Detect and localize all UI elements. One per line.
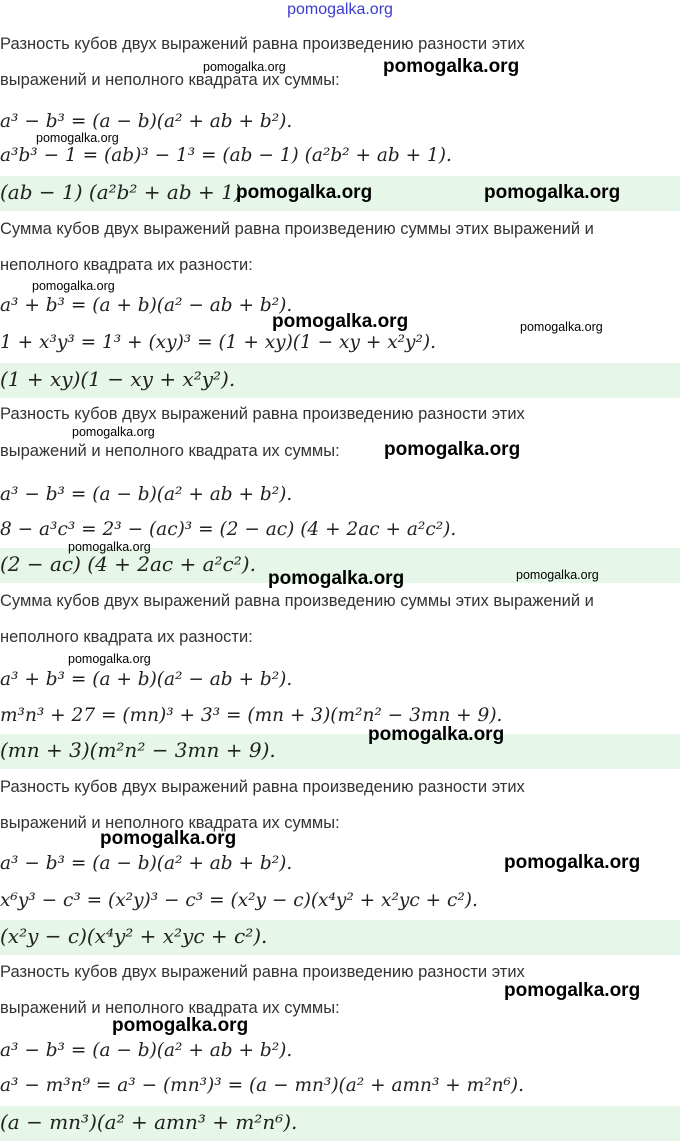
watermark: pomogalka.org [504,852,641,873]
rule-text: выражений и неполного квадрата их суммы: [0,71,340,89]
watermark: pomogalka.org [36,131,119,145]
formula: a³ − b³ = (a − b)(a² + ab + b²). [0,1040,293,1061]
watermark: pomogalka.org [68,652,151,666]
watermark: pomogalka.org [112,1015,249,1036]
watermark: pomogalka.org [516,568,599,582]
watermark: pomogalka.org [484,182,621,203]
answer: (ab − 1) (a²b² + ab + 1) [0,180,242,204]
answer: (2 − ac) (4 + 2ac + a²c²). [0,552,256,576]
watermark: pomogalka.org [100,828,237,849]
solution-step: m³n³ + 27 = (mn)³ + 3³ = (mn + 3)(m²n² − 3mn + 9). [0,705,503,726]
rule-text: Разность кубов двух выражений равна произведению разности этих [0,35,525,53]
answer: (x²y − c)(x⁴y² + x²yc + c²). [0,924,268,948]
rule-text: неполного квадрата их разности: [0,256,253,274]
watermark: pomogalka.org [384,439,521,460]
watermark: pomogalka.org [236,182,373,203]
formula: a³ + b³ = (a + b)(a² − ab + b²). [0,669,293,690]
rule-text: Сумма кубов двух выражений равна произведению суммы этих выражений и [0,220,594,238]
answer: (a − mn³)(a² + amn³ + m²n⁶). [0,1110,298,1134]
watermark: pomogalka.org [272,311,409,332]
rule-text: выражений и неполного квадрата их суммы: [0,814,340,832]
site-title-link[interactable]: pomogalka.org [287,1,393,18]
formula: a³ − b³ = (a − b)(a² + ab + b²). [0,853,293,874]
rule-text: Сумма кубов двух выражений равна произведению суммы этих выражений и [0,592,594,610]
solution-step: 8 − a³c³ = 2³ − (ac)³ = (2 − ac) (4 + 2ac + a²c²). [0,519,457,540]
answer: (mn + 3)(m²n² − 3mn + 9). [0,738,276,762]
rule-text: Разность кубов двух выражений равна произведению разности этих [0,778,525,796]
rule-text: Разность кубов двух выражений равна произведению разности этих [0,405,525,423]
solution-step: x⁶y³ − c³ = (x²y)³ − c³ = (x²y − c)(x⁴y² + x²yc + c²). [0,890,478,911]
watermark: pomogalka.org [383,56,520,77]
watermark: pomogalka.org [72,425,155,439]
answer: (1 + xy)(1 − xy + x²y²). [0,367,236,391]
solution-step: a³b³ − 1 = (ab)³ − 1³ = (ab − 1) (a²b² + ab + 1). [0,145,452,166]
watermark: pomogalka.org [368,724,505,745]
rule-text: выражений и неполного квадрата их суммы: [0,999,340,1017]
rule-text: неполного квадрата их разности: [0,628,253,646]
formula: a³ − b³ = (a − b)(a² + ab + b²). [0,111,293,132]
formula: a³ − b³ = (a − b)(a² + ab + b²). [0,484,293,505]
solution-step: a³ − m³n⁹ = a³ − (mn³)³ = (a − mn³)(a² + amn³ + m²n⁶). [0,1075,525,1096]
watermark: pomogalka.org [32,279,115,293]
watermark: pomogalka.org [520,320,603,334]
rule-text: выражений и неполного квадрата их суммы: [0,442,340,460]
watermark: pomogalka.org [203,60,286,74]
watermark: pomogalka.org [268,568,405,589]
watermark: pomogalka.org [504,980,641,1001]
solution-step: 1 + x³y³ = 1³ + (xy)³ = (1 + xy)(1 − xy + x²y²). [0,332,437,353]
watermark: pomogalka.org [68,540,151,554]
formula: a³ + b³ = (a + b)(a² − ab + b²). [0,295,293,316]
rule-text: Разность кубов двух выражений равна произведению разности этих [0,963,525,981]
